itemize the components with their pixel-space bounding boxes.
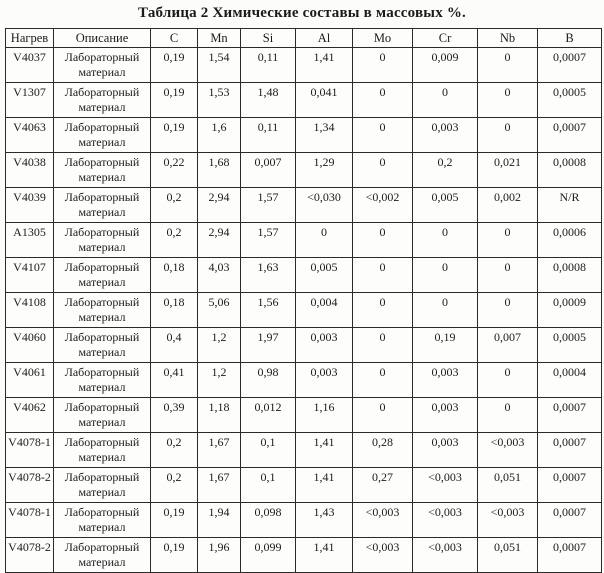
value-cell: 1,43 [296,503,353,538]
value-cell: 1,54 [198,48,241,83]
value-cell: 0 [353,118,413,153]
value-cell: <0,003 [353,503,413,538]
value-cell: 0,2 [151,223,198,258]
value-cell: <0,030 [296,188,353,223]
value-cell: 1,57 [241,188,296,223]
value-cell: 1,97 [241,328,296,363]
value-cell: 0,005 [413,188,478,223]
table-row [6,258,602,293]
heat-cell: V4107 [6,258,54,293]
value-cell: 0,19 [151,538,198,573]
value-cell: 0,007 [241,153,296,188]
value-cell: 0,22 [151,153,198,188]
value-cell: 2,94 [198,188,241,223]
value-cell: 0 [478,83,538,118]
value-cell: 0,0005 [538,328,602,363]
table-row [6,118,602,153]
heat-cell: V4060 [6,328,54,363]
value-cell: 1,67 [198,468,241,503]
column-header-b: B [538,29,602,48]
value-cell: 0,28 [353,433,413,468]
value-cell: 0,2 [151,433,198,468]
table-row [6,153,602,188]
value-cell: 0,0007 [538,468,602,503]
value-cell: 0 [353,83,413,118]
value-cell: 0,002 [478,188,538,223]
heat-cell: V4078-1 [6,433,54,468]
value-cell: 0,39 [151,398,198,433]
value-cell: 0 [353,48,413,83]
value-cell: 5,06 [198,293,241,328]
table-row [6,328,602,363]
value-cell: 0,099 [241,538,296,573]
value-cell: 0,18 [151,258,198,293]
value-cell: 1,41 [296,48,353,83]
value-cell: 0,021 [478,153,538,188]
description-cell: Лабораторный материал [54,538,151,573]
description-cell: Лабораторный материал [54,258,151,293]
value-cell: 0,2 [151,188,198,223]
value-cell: 0,19 [151,83,198,118]
heat-cell: V4108 [6,293,54,328]
value-cell: 0,009 [413,48,478,83]
value-cell: 0 [413,293,478,328]
value-cell: 1,2 [198,328,241,363]
value-cell: 0,003 [413,433,478,468]
value-cell: 1,18 [198,398,241,433]
value-cell: 1,57 [241,223,296,258]
value-cell: 0 [353,363,413,398]
value-cell: 0,0008 [538,258,602,293]
value-cell: 0,098 [241,503,296,538]
value-cell: 0,0009 [538,293,602,328]
value-cell: 0,0007 [538,503,602,538]
table-row [6,188,602,223]
value-cell: 0,051 [478,468,538,503]
value-cell: 0 [413,258,478,293]
description-cell: Лабораторный материал [54,188,151,223]
table-row [6,293,602,328]
table-row [6,223,602,258]
heat-cell: V4078-2 [6,538,54,573]
description-cell: Лабораторный материал [54,48,151,83]
value-cell: 0 [478,118,538,153]
value-cell: 0,19 [413,328,478,363]
value-cell: 0,11 [241,118,296,153]
value-cell: 0,005 [296,258,353,293]
value-cell: 0,0006 [538,223,602,258]
heat-cell: V4038 [6,153,54,188]
value-cell: 0,003 [296,328,353,363]
value-cell: 0,003 [413,118,478,153]
heat-cell: V4078-2 [6,468,54,503]
value-cell: <0,003 [413,503,478,538]
value-cell: 0,0007 [538,538,602,573]
value-cell: 0,1 [241,468,296,503]
value-cell: 0,19 [151,48,198,83]
table-row [6,503,602,538]
value-cell: 0,003 [413,363,478,398]
column-header-cr: Cr [413,29,478,48]
heat-cell: V4061 [6,363,54,398]
value-cell: <0,003 [413,538,478,573]
table-row [6,363,602,398]
description-cell: Лабораторный материал [54,363,151,398]
description-cell: Лабораторный материал [54,293,151,328]
value-cell: 0,4 [151,328,198,363]
value-cell: <0,003 [478,503,538,538]
column-header-mo: Mo [353,29,413,48]
value-cell: 0 [353,328,413,363]
description-cell: Лабораторный материал [54,503,151,538]
value-cell: 0,19 [151,503,198,538]
value-cell: 0 [478,293,538,328]
value-cell: 0,012 [241,398,296,433]
value-cell: 2,94 [198,223,241,258]
value-cell: 0,0005 [538,83,602,118]
column-header-c: C [151,29,198,48]
value-cell: 0,1 [241,433,296,468]
value-cell: 0,0007 [538,118,602,153]
value-cell: 0 [478,48,538,83]
value-cell: N/R [538,188,602,223]
value-cell: 0,0007 [538,398,602,433]
column-header-si: Si [241,29,296,48]
value-cell: <0,003 [478,433,538,468]
value-cell: 1,68 [198,153,241,188]
table-title: Таблица 2 Химические составы в массовых %. [138,5,466,21]
value-cell: 0,051 [478,538,538,573]
value-cell: 0,0007 [538,48,602,83]
value-cell: 0 [413,83,478,118]
value-cell: 1,63 [241,258,296,293]
value-cell: 0,2 [151,468,198,503]
value-cell: 0 [478,223,538,258]
heat-cell: V4063 [6,118,54,153]
header-row [6,29,602,48]
description-cell: Лабораторный материал [54,328,151,363]
value-cell: 0,18 [151,293,198,328]
value-cell: 1,94 [198,503,241,538]
value-cell: 0,27 [353,468,413,503]
column-header-al: Al [296,29,353,48]
column-header-description: Описание [54,29,151,48]
value-cell: 1,16 [296,398,353,433]
table-row [6,538,602,573]
value-cell: 0 [353,153,413,188]
value-cell: 0,2 [413,153,478,188]
description-cell: Лабораторный материал [54,83,151,118]
value-cell: 0,19 [151,118,198,153]
heat-cell: V4062 [6,398,54,433]
value-cell: <0,002 [353,188,413,223]
value-cell: 0,007 [478,328,538,363]
heat-cell: V4039 [6,188,54,223]
heat-cell: A1305 [6,223,54,258]
value-cell: 0 [296,223,353,258]
table-row [6,433,602,468]
heat-cell: V4078-1 [6,503,54,538]
description-cell: Лабораторный материал [54,433,151,468]
value-cell: 1,6 [198,118,241,153]
table-row [6,398,602,433]
value-cell: 0 [413,223,478,258]
value-cell: 0,0008 [538,153,602,188]
table-row [6,48,602,83]
value-cell: 1,41 [296,468,353,503]
value-cell: 1,29 [296,153,353,188]
description-cell: Лабораторный материал [54,118,151,153]
chemical-composition-table [5,28,602,573]
value-cell: 0 [478,398,538,433]
column-header-heat: Нагрев [6,29,54,48]
value-cell: 0,041 [296,83,353,118]
description-cell: Лабораторный материал [54,223,151,258]
value-cell: 0,41 [151,363,198,398]
value-cell: 0,0007 [538,433,602,468]
value-cell: 1,53 [198,83,241,118]
table-row [6,83,602,118]
value-cell: 0,11 [241,48,296,83]
description-cell: Лабораторный материал [54,153,151,188]
value-cell: 0,98 [241,363,296,398]
column-header-nb: Nb [478,29,538,48]
value-cell: 0,0004 [538,363,602,398]
value-cell: 4,03 [198,258,241,293]
value-cell: 1,96 [198,538,241,573]
value-cell: 0,004 [296,293,353,328]
value-cell: 0,003 [296,363,353,398]
value-cell: 1,2 [198,363,241,398]
value-cell: 1,41 [296,538,353,573]
heat-cell: V1307 [6,83,54,118]
value-cell: 0 [478,258,538,293]
value-cell: 1,34 [296,118,353,153]
value-cell: 0,003 [413,398,478,433]
value-cell: 0 [353,293,413,328]
value-cell: <0,003 [353,538,413,573]
value-cell: 1,56 [241,293,296,328]
description-cell: Лабораторный материал [54,398,151,433]
value-cell: 1,67 [198,433,241,468]
value-cell: 0 [478,363,538,398]
value-cell: 1,48 [241,83,296,118]
table-row [6,468,602,503]
heat-cell: V4037 [6,48,54,83]
value-cell: 0 [353,258,413,293]
value-cell: <0,003 [413,468,478,503]
value-cell: 1,41 [296,433,353,468]
description-cell: Лабораторный материал [54,468,151,503]
value-cell: 0 [353,398,413,433]
column-header-mn: Mn [198,29,241,48]
value-cell: 0 [353,223,413,258]
